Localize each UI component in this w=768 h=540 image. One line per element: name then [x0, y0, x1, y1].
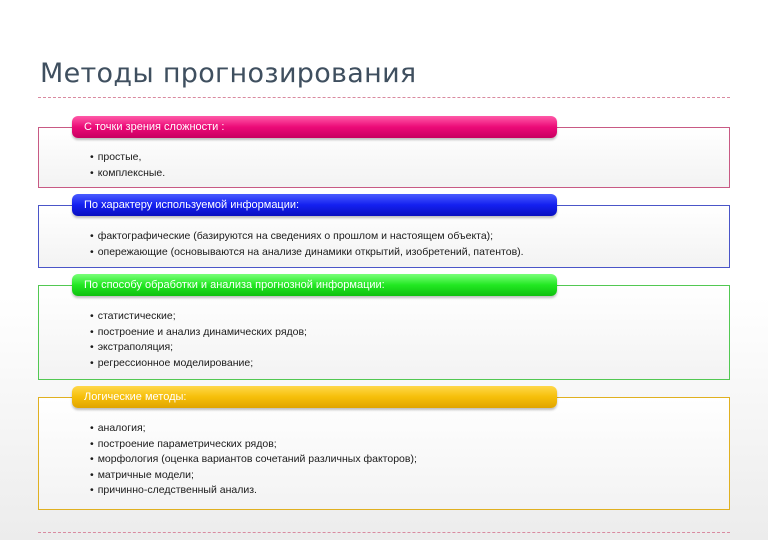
list-item: • матричные модели; [90, 468, 417, 484]
section-header: С точки зрения сложности : [72, 116, 557, 138]
section-header: По характеру используемой информации: [72, 194, 557, 216]
list-item: • экстраполяция; [90, 340, 307, 356]
section-information [38, 194, 730, 268]
list-item: • опережающие (основываются на анализе динамики открытий, изобретений, патентов). [90, 245, 524, 261]
section-header: По способу обработки и анализа прогнозной информации: [72, 274, 557, 296]
list-item: • причинно-следственный анализ. [90, 483, 417, 499]
section-list [90, 229, 524, 260]
section-logical [38, 386, 730, 510]
list-item: • статистические; [90, 309, 307, 325]
section-header: Логические методы: [72, 386, 557, 408]
list-item: • регрессионное моделирование; [90, 356, 307, 372]
section-list [90, 309, 307, 371]
section-processing [38, 274, 730, 380]
section-complexity [38, 116, 730, 188]
footer-divider [38, 532, 730, 533]
list-item: • фактографические (базируются на сведениях о прошлом и настоящем объекта); [90, 229, 524, 245]
slide-title: Методы прогнозирования [40, 58, 417, 89]
list-item: • построение параметрических рядов; [90, 437, 417, 453]
title-divider [38, 97, 730, 98]
list-item: • комплексные. [90, 166, 165, 182]
list-item: • построение и анализ динамических рядов; [90, 325, 307, 341]
list-item: • морфология (оценка вариантов сочетаний различных факторов); [90, 452, 417, 468]
section-list [90, 150, 165, 181]
list-item: • аналогия; [90, 421, 417, 437]
section-list [90, 421, 417, 499]
list-item: • простые, [90, 150, 165, 166]
